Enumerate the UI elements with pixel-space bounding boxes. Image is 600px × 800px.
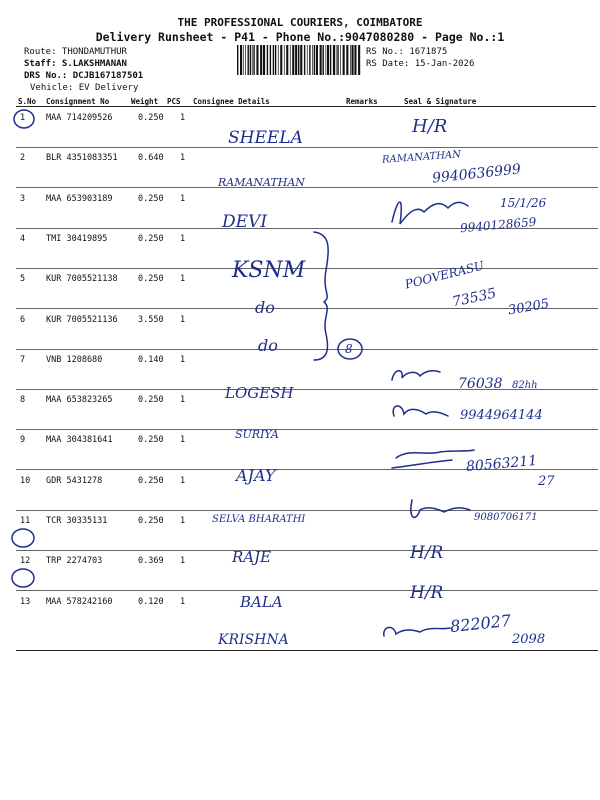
row-weight: 0.250 <box>138 435 164 446</box>
col-header-sno: S.No <box>18 97 37 106</box>
row-pcs: 1 <box>180 395 186 406</box>
row-sno: 11 <box>20 516 31 526</box>
row-consignment-no: TRP 2274703 <box>46 556 103 567</box>
row-pcs: 1 <box>180 113 186 123</box>
row-divider <box>16 268 598 269</box>
handwritten-ditto-6: do <box>258 336 278 355</box>
col-header-remarks: Remarks <box>346 97 378 106</box>
row-sno: 5 <box>20 274 26 285</box>
handwritten-name-8: SURIYA <box>235 428 279 441</box>
seal-r12: H/R <box>410 583 444 603</box>
row-pcs: 1 <box>180 556 186 567</box>
rs-date: RS Date: 15-Jan-2026 <box>366 59 475 69</box>
row-weight: 0.250 <box>138 475 164 486</box>
col-header-consignee: Consignee Details <box>193 97 270 106</box>
row-sno: 12 <box>20 556 31 567</box>
row-sno: 8 <box>20 395 26 406</box>
handwritten-name-7: LOGESH <box>225 384 294 402</box>
handwritten-name-2: RAMANATHAN <box>218 176 305 189</box>
handwritten-ditto-5: do <box>255 298 275 317</box>
barcode-icon <box>237 45 362 75</box>
drs-info: DRS No.: DCJB167187501 <box>24 71 144 81</box>
row-consignment-no: KUR 7005521138 <box>46 274 118 285</box>
row-weight: 3.550 <box>138 314 164 325</box>
handwritten-name-12: BALA <box>240 593 283 611</box>
seal-r7-num2: 82hh <box>512 380 538 391</box>
seal-r13-num2: 2098 <box>512 632 546 647</box>
document-title: THE PROFESSIONAL COURIERS, COIMBATORE <box>177 16 423 29</box>
handwritten-name-13: KRISHNA <box>218 632 289 648</box>
row-pcs: 1 <box>180 475 186 486</box>
seal-r5-num2: 30205 <box>507 296 551 319</box>
row-weight: 0.250 <box>138 274 164 285</box>
row-consignment-no: MAA 578242160 <box>46 596 113 607</box>
row-pcs: 1 <box>180 435 186 446</box>
row-sno: 4 <box>20 233 26 244</box>
seal-r10-num: 9080706171 <box>474 512 538 523</box>
seal-r5-name: POOVERASU <box>403 258 486 292</box>
row-consignment-no: KUR 7005521136 <box>46 314 118 325</box>
row-consignment-no: MAA 714209526 <box>46 113 113 123</box>
route-info: Route: THONDAMUTHUR <box>24 47 127 57</box>
header-divider <box>16 106 596 107</box>
table-row <box>0 355 600 395</box>
seal-r13-num: 822027 <box>449 610 512 637</box>
col-header-consignment: Consignment No <box>46 97 110 106</box>
seal-r11: H/R <box>410 543 444 563</box>
col-header-pcs: PCS <box>167 97 181 106</box>
row-consignment-no: TMI 30419895 <box>46 233 108 244</box>
handwritten-name-11: RAJE <box>232 548 272 566</box>
row-weight: 0.369 <box>138 556 164 567</box>
seal-r1: H/R <box>412 116 448 137</box>
row-weight: 0.640 <box>138 153 164 164</box>
row-divider <box>16 590 598 591</box>
row-weight: 0.120 <box>138 596 164 607</box>
row-divider <box>16 389 598 390</box>
row-pcs: 1 <box>180 233 186 244</box>
seal-r9-num2: 27 <box>538 474 555 489</box>
row-sno: 1 <box>20 113 26 123</box>
col-header-weight: Weight <box>131 97 159 106</box>
row-consignment-no: MAA 653903189 <box>46 193 113 204</box>
row-pcs: 1 <box>180 314 186 325</box>
row-consignment-no: GDR 5431278 <box>46 475 103 486</box>
row-weight: 0.250 <box>138 395 164 406</box>
row-divider <box>16 510 598 511</box>
row-consignment-no: MAA 653823265 <box>46 395 113 406</box>
circled-mark: 8 <box>345 342 353 356</box>
row-pcs: 1 <box>180 596 186 607</box>
staff-info: Staff: S.LAKSHMANAN <box>24 59 127 69</box>
handwritten-name-9: AJAY <box>236 466 276 485</box>
row-consignment-no: VNB 1208680 <box>46 354 103 365</box>
row-divider <box>16 429 598 430</box>
seal-r2-name: RAMANATHAN <box>381 149 462 166</box>
handwritten-name-4: KSNM <box>232 258 306 283</box>
col-header-seal: Seal & Signature <box>404 97 477 106</box>
handwritten-name-1: SHEELA <box>228 128 303 148</box>
table-row <box>0 556 600 596</box>
seal-r2-phone: 9940636999 <box>431 161 522 187</box>
row-sno: 6 <box>20 314 26 325</box>
row-divider <box>16 550 598 551</box>
row-pcs: 1 <box>180 274 186 285</box>
table-bottom-divider <box>16 650 598 651</box>
seal-r5-num: 73535 <box>450 285 498 311</box>
row-consignment-no: MAA 304381641 <box>46 435 113 446</box>
row-consignment-no: TCR 30335131 <box>46 516 108 526</box>
row-sno: 10 <box>20 475 31 486</box>
handwritten-name-10: SELVA BHARATHI <box>212 514 306 525</box>
row-weight: 0.250 <box>138 233 164 244</box>
rs-number: RS No.: 1671875 <box>366 47 448 57</box>
seal-r9-num: 80563211 <box>465 452 538 476</box>
row-sno: 13 <box>20 596 31 607</box>
row-sno: 7 <box>20 354 26 365</box>
row-sno: 2 <box>20 153 26 164</box>
row-weight: 0.250 <box>138 516 164 526</box>
seal-r3-phone: 9940128659 <box>459 214 537 236</box>
document-subtitle: Delivery Runsheet - P41 - Phone No.:9047080280 - Page No.:1 <box>95 30 505 44</box>
seal-r8-phone: 9944964144 <box>460 408 543 423</box>
row-divider <box>16 187 598 188</box>
seal-r7-num: 76038 <box>458 376 503 392</box>
row-sno: 9 <box>20 435 26 446</box>
row-consignment-no: BLR 4351083351 <box>46 153 118 164</box>
row-pcs: 1 <box>180 516 186 526</box>
handwritten-name-3: DEVI <box>222 212 268 232</box>
row-weight: 0.140 <box>138 354 164 365</box>
seal-r3-date: 15/1/26 <box>500 196 547 210</box>
table-row <box>0 315 600 355</box>
table-row <box>0 476 600 516</box>
row-weight: 0.250 <box>138 193 164 204</box>
row-sno: 3 <box>20 193 26 204</box>
vehicle-info: Vehicle: EV Delivery <box>30 83 139 93</box>
row-pcs: 1 <box>180 354 186 365</box>
row-divider <box>16 147 598 148</box>
row-pcs: 1 <box>180 153 186 164</box>
row-weight: 0.250 <box>138 113 164 123</box>
row-divider <box>16 349 598 350</box>
row-pcs: 1 <box>180 193 186 204</box>
